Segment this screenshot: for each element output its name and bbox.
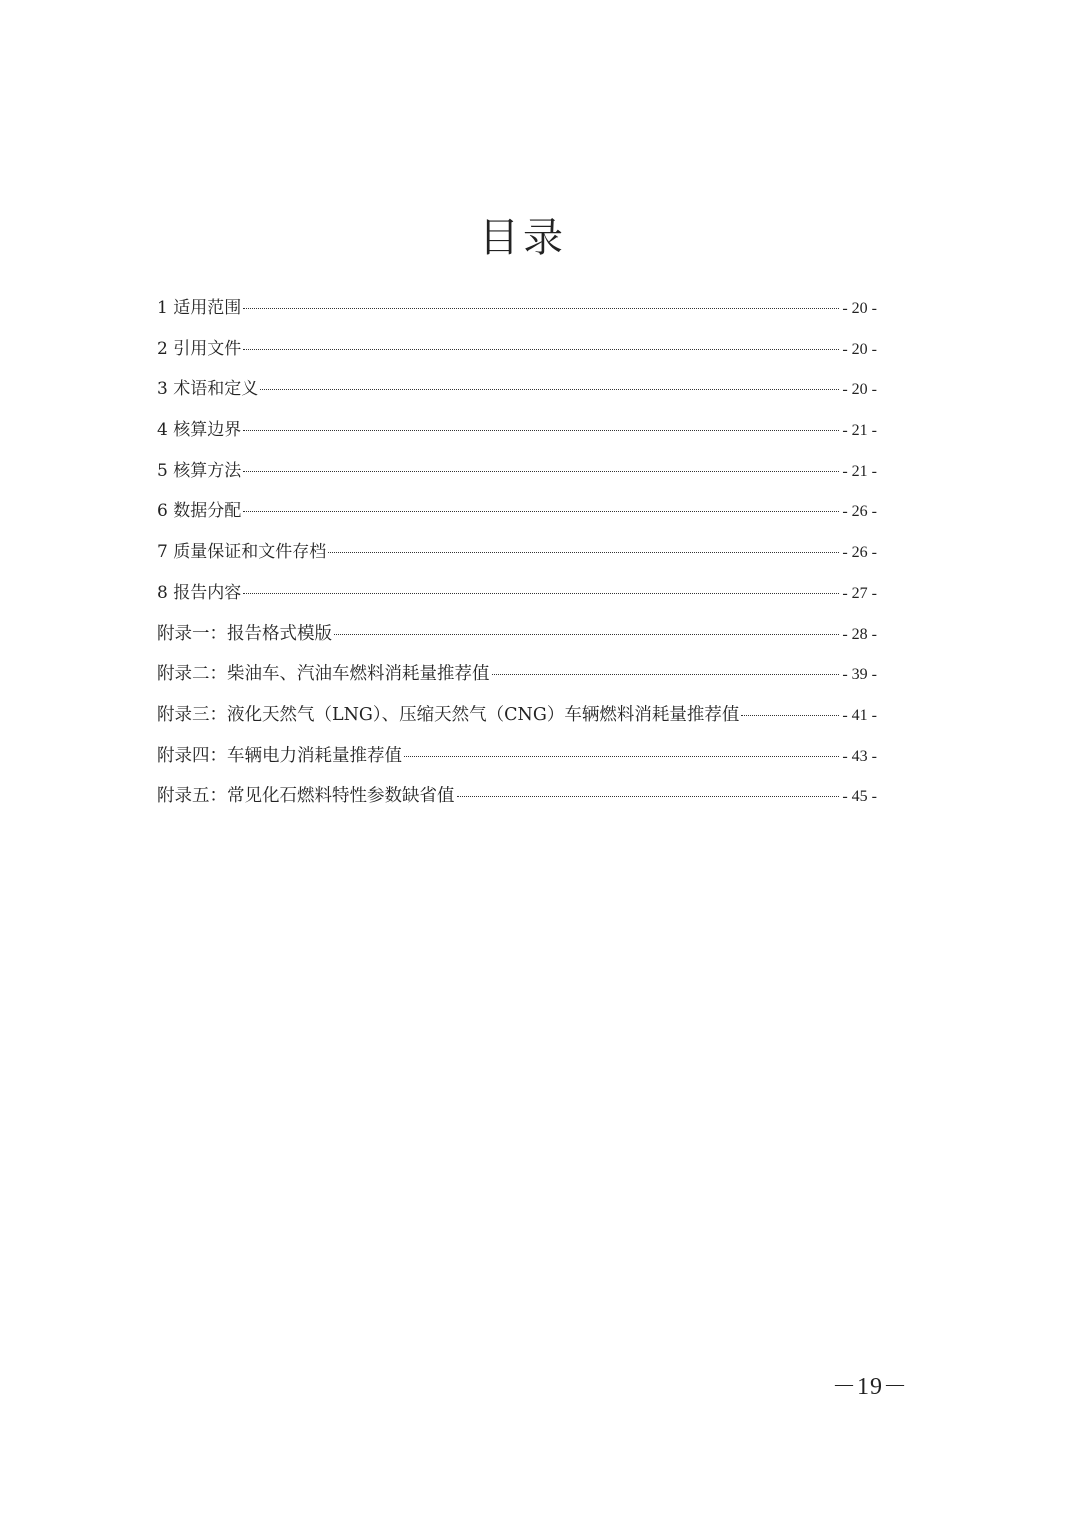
dot-leader [243,349,839,350]
toc-entry-appendix [157,654,877,695]
dot-leader [334,634,839,635]
dot-leader [492,674,840,675]
toc-entry-appendix [157,695,877,736]
toc-entry-label: 7 质量保证和文件存档 [157,542,327,563]
toc-entry [157,532,877,573]
toc-entry [157,573,877,614]
toc-entry-page: - 28 - [842,625,877,643]
dot-leader [243,430,839,431]
toc-entry-label: 4 核算边界 [157,420,242,441]
toc-entry-page: - 26 - [842,503,877,521]
toc-entry-label: 5 核算方法 [157,460,242,481]
dot-leader [457,796,840,797]
dot-leader [404,756,839,757]
toc-entry-label: 3 术语和定义 [157,379,259,400]
toc-entry-page: - 27 - [842,584,877,602]
toc-entry [157,369,877,410]
toc-entry [157,410,877,451]
toc-entry-label: 附录四：车辆电力消耗量推荐值 [157,745,402,766]
toc-entry-page: - 20 - [842,381,877,399]
toc-entry-page: - 43 - [842,747,877,765]
dot-leader [741,715,839,716]
toc-entry-label: 2 引用文件 [157,338,242,359]
toc-entry-label: 8 报告内容 [157,582,242,603]
toc-entry-page: - 45 - [842,788,877,806]
table-of-contents [157,288,877,817]
dot-leader [243,308,839,309]
toc-entry-appendix [157,736,877,777]
toc-entry-page: - 39 - [842,666,877,684]
toc-entry-page: - 21 - [842,422,877,440]
toc-entry-label: 附录一：报告格式模版 [157,623,332,644]
toc-entry [157,288,877,329]
toc-entry [157,491,877,532]
dot-leader [243,511,839,512]
toc-entry [157,451,877,492]
toc-entry-page: - 20 - [842,340,877,358]
toc-entry-label: 附录五：常见化石燃料特性参数缺省值 [157,786,455,807]
toc-entry-page: - 20 - [842,300,877,317]
toc-entry-label: 附录三：液化天然气（LNG）、压缩天然气（CNG）车辆燃料消耗量推荐值 [157,704,740,725]
dot-leader [260,389,839,390]
toc-entry-label: 附录二：柴油车、汽油车燃料消耗量推荐值 [157,664,490,685]
toc-entry-appendix [157,614,877,655]
dot-leader [243,471,839,472]
page-number: －19－ [832,1374,908,1400]
dot-leader [328,552,839,553]
toc-entry-label: 6 数据分配 [157,501,242,522]
toc-entry-page: - 21 - [842,462,877,480]
page-title: 目录 [479,215,567,261]
toc-entry-label: 1 适用范围 [157,298,242,318]
toc-entry [157,329,877,370]
dot-leader [243,593,839,594]
toc-entry-page: - 26 - [842,544,877,562]
toc-entry-page: - 41 - [842,706,877,724]
toc-entry-appendix [157,776,877,817]
